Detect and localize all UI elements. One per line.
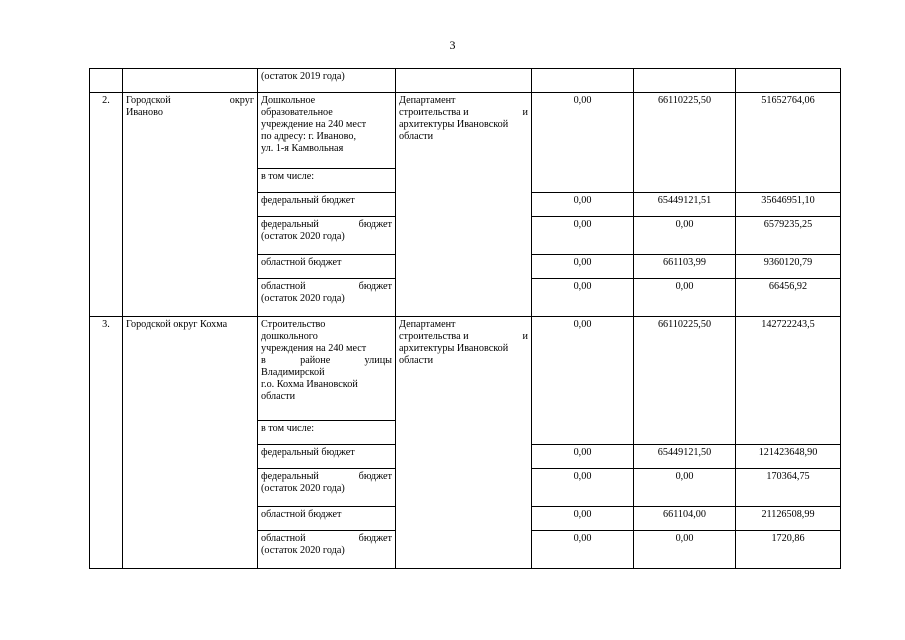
value-cell: 0,00 [532, 279, 634, 317]
object-name-line: образовательное [261, 107, 333, 118]
value-cell: 0,00 [634, 469, 736, 507]
cell-empty [736, 69, 841, 93]
budget-table [89, 68, 841, 569]
value-cell: 0,00 [634, 279, 736, 317]
table-row [90, 317, 841, 421]
value-cell: 170364,75 [736, 469, 841, 507]
budget-label [258, 531, 396, 569]
value-cell: 0,00 [532, 445, 634, 469]
page-number: 3 [449, 38, 456, 52]
budget-label [258, 217, 396, 255]
object-name-line: в районе улицы [261, 355, 392, 366]
budget-label [258, 469, 396, 507]
department-line: архитектуры Ивановской [399, 119, 509, 130]
value-cell: 0,00 [532, 317, 634, 445]
cell-empty [396, 69, 532, 93]
object-name-cell [258, 93, 396, 169]
value-cell: 1720,86 [736, 531, 841, 569]
value-cell: 6579235,25 [736, 217, 841, 255]
row-number: 2. [90, 93, 123, 317]
department-line: архитектуры Ивановской [399, 343, 509, 354]
department-line: области [399, 355, 434, 366]
budget-label: федеральный бюджет [258, 445, 396, 469]
budget-label-word: бюджет [358, 471, 392, 482]
municipality-text: округ [229, 95, 254, 106]
value-cell: 65449121,50 [634, 445, 736, 469]
budget-label-word: федеральный [261, 219, 319, 230]
value-cell: 0,00 [634, 531, 736, 569]
object-name-line: учреждение на 240 мест [261, 119, 367, 130]
budget-label-word: областной [261, 281, 306, 292]
cell-empty [532, 69, 634, 93]
value-cell: 9360120,79 [736, 255, 841, 279]
budget-label-word: бюджет [358, 281, 392, 292]
budget-label-word: федеральный [261, 471, 319, 482]
object-name-line: г.о. Кохма Ивановской [261, 379, 358, 390]
department-line: строительства и [399, 331, 469, 342]
object-name-cell: (остаток 2019 года) [258, 69, 396, 93]
department-line: Департамент [399, 319, 456, 330]
budget-label: федеральный бюджет [258, 193, 396, 217]
department-cell: Департамент строительства и и архитектуры Ивановской области [396, 93, 532, 317]
table-row [90, 69, 841, 93]
object-name-cell [258, 317, 396, 421]
budget-label-note: (остаток 2020 года) [261, 483, 345, 494]
object-name-line: области [261, 391, 296, 402]
value-cell: 0,00 [532, 507, 634, 531]
incl-label: в том числе: [258, 421, 396, 445]
object-name-line: ул. 1-я Камвольная [261, 143, 344, 154]
cell-empty [123, 69, 258, 93]
object-name-line: дошкольного [261, 331, 318, 342]
department-line: строительства и [399, 107, 469, 118]
value-cell: 65449121,51 [634, 193, 736, 217]
budget-label-note: (остаток 2020 года) [261, 293, 345, 304]
value-cell: 0,00 [532, 217, 634, 255]
department-line: Департамент [399, 95, 456, 106]
budget-label-note: (остаток 2020 года) [261, 231, 345, 242]
value-cell: 51652764,06 [736, 93, 841, 193]
value-cell: 142722243,5 [736, 317, 841, 445]
value-cell: 121423648,90 [736, 445, 841, 469]
budget-label: областной бюджет [258, 507, 396, 531]
value-cell: 661104,00 [634, 507, 736, 531]
municipality-text: Городской [126, 95, 171, 106]
budget-label-word: бюджет [358, 219, 392, 230]
object-name-line: Владимирской [261, 367, 325, 378]
municipality-cell [123, 93, 258, 317]
value-cell: 21126508,99 [736, 507, 841, 531]
municipality-cell: Городской округ Кохма [123, 317, 258, 569]
value-cell: 66456,92 [736, 279, 841, 317]
value-cell: 66110225,50 [634, 317, 736, 445]
department-cell: Департамент строительства и и архитектуры Ивановской области [396, 317, 532, 569]
value-cell: 0,00 [634, 217, 736, 255]
object-name-line: по адресу: г. Иваново, [261, 131, 356, 142]
value-cell: 0,00 [532, 255, 634, 279]
value-cell: 0,00 [532, 531, 634, 569]
object-name-line: Строительство [261, 319, 326, 330]
value-cell: 0,00 [532, 93, 634, 193]
object-name-line: Дошкольное [261, 95, 316, 106]
department-line: области [399, 131, 434, 142]
value-cell: 0,00 [532, 193, 634, 217]
municipality-text: Иваново [126, 107, 163, 118]
budget-label-note: (остаток 2020 года) [261, 545, 345, 556]
incl-label: в том числе: [258, 169, 396, 193]
value-cell: 66110225,50 [634, 93, 736, 193]
cell-empty [90, 69, 123, 93]
value-cell: 661103,99 [634, 255, 736, 279]
budget-label-word: бюджет [358, 533, 392, 544]
row-number: 3. [90, 317, 123, 569]
budget-label-word: областной [261, 533, 306, 544]
budget-label: областной бюджет [258, 255, 396, 279]
value-cell: 35646951,10 [736, 193, 841, 217]
cell-empty [634, 69, 736, 93]
object-name-line: учреждения на 240 мест [261, 343, 367, 354]
table-row [90, 93, 841, 169]
value-cell: 0,00 [532, 469, 634, 507]
budget-label [258, 279, 396, 317]
